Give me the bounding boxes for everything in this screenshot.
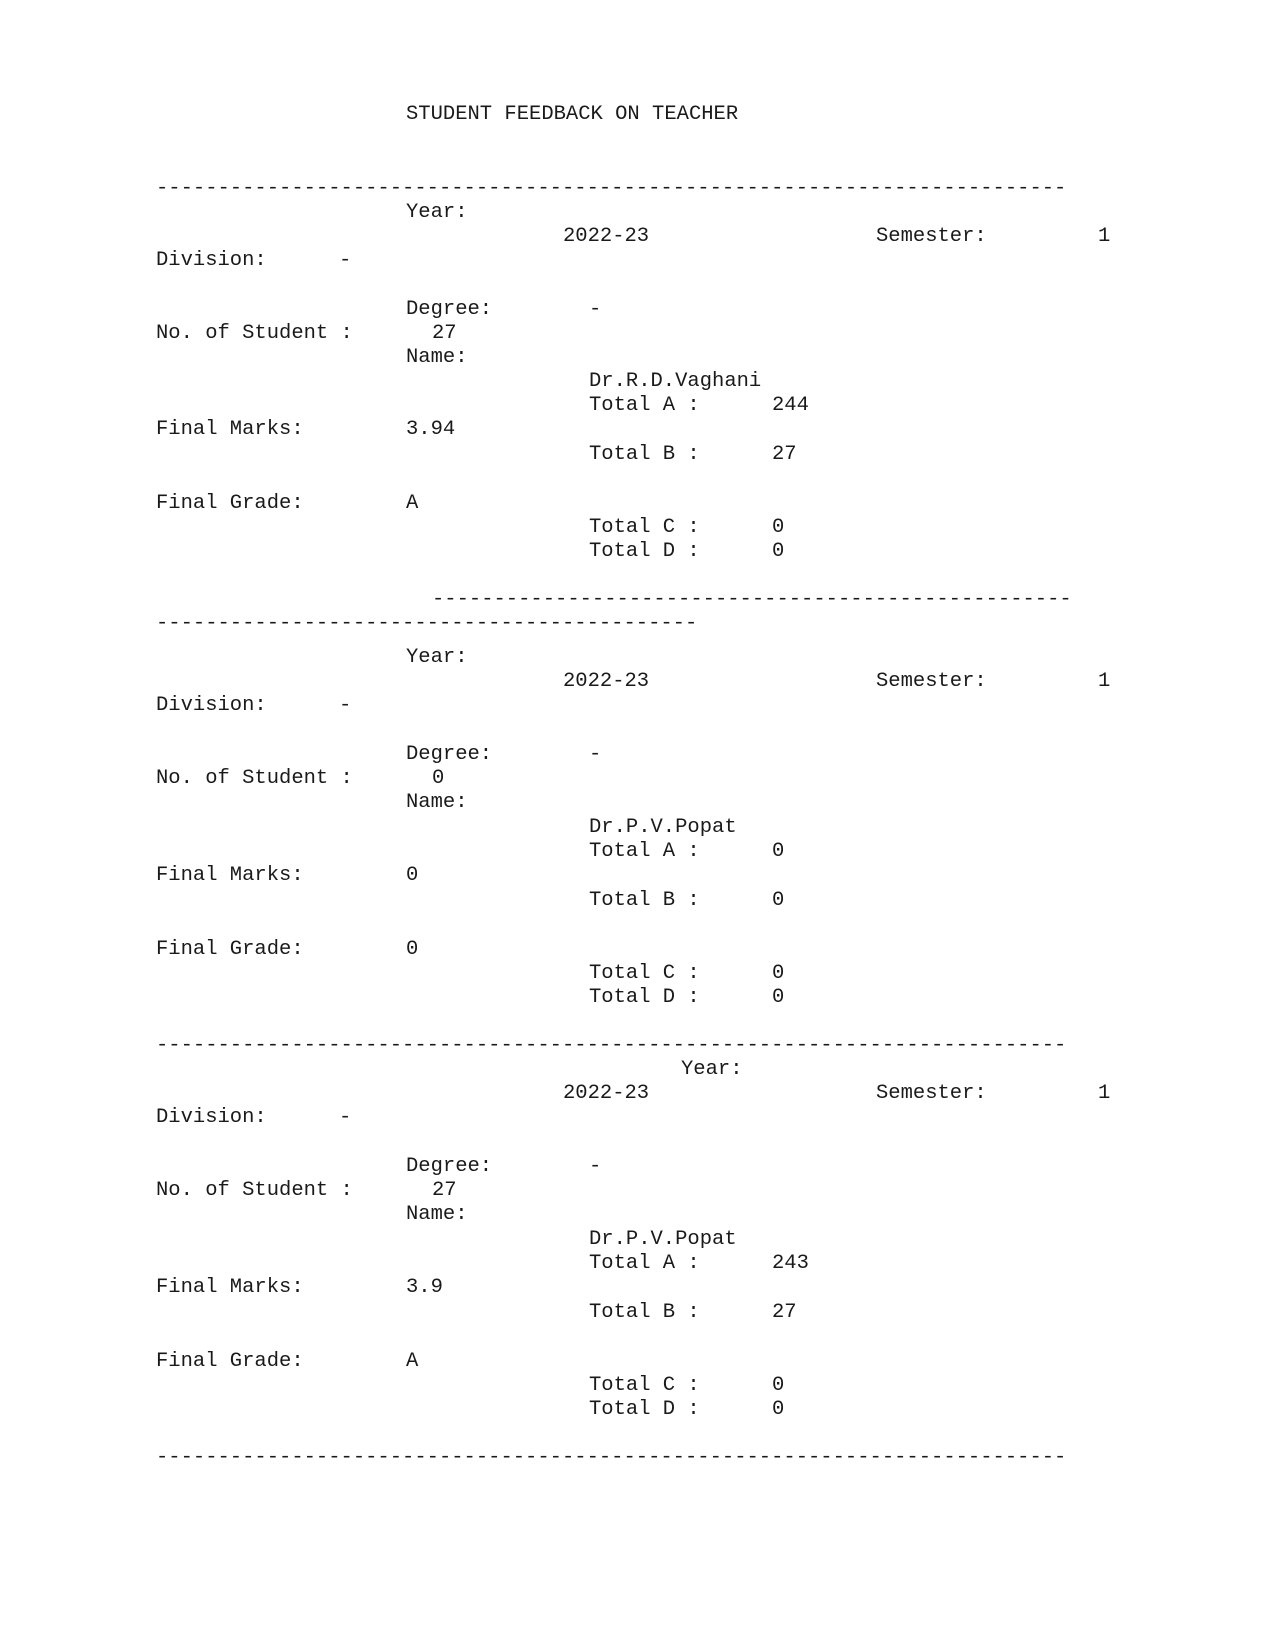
page-title: STUDENT FEEDBACK ON TEACHER <box>406 103 739 126</box>
final-marks-value: 3.94 <box>406 418 456 441</box>
degree-value: - <box>589 298 602 321</box>
separator-line: -------------------------------------------------------------------------- <box>156 177 1067 200</box>
student-count-label: No. of Student : <box>156 1179 353 1202</box>
separator-line: -------------------------------------------------------------------------- <box>156 1034 1067 1057</box>
separator-line: ---------------------------------------------------- <box>432 588 1072 611</box>
final-marks-label: Final Marks: <box>156 418 304 441</box>
final-marks-label: Final Marks: <box>156 864 304 887</box>
total-a-value: 244 <box>772 394 809 417</box>
student-count-label: No. of Student : <box>156 322 353 345</box>
final-grade-label: Final Grade: <box>156 938 304 961</box>
semester-label: Semester: <box>876 1082 987 1105</box>
total-b-label: Total B : <box>589 443 700 466</box>
total-b-label: Total B : <box>589 889 700 912</box>
division-label: Division: <box>156 694 267 717</box>
total-c-value: 0 <box>772 962 785 985</box>
total-a-label: Total A : <box>589 394 700 417</box>
name-label: Name: <box>406 1203 468 1226</box>
semester-value: 1 <box>1098 1082 1111 1105</box>
name-label: Name: <box>406 791 468 814</box>
year-label: Year: <box>681 1058 743 1081</box>
degree-label: Degree: <box>406 743 493 766</box>
semester-label: Semester: <box>876 670 987 693</box>
degree-label: Degree: <box>406 298 493 321</box>
total-d-label: Total D : <box>589 986 700 1009</box>
division-label: Division: <box>156 249 267 272</box>
teacher-name: Dr.P.V.Popat <box>589 816 737 839</box>
total-c-value: 0 <box>772 516 785 539</box>
total-b-value: 27 <box>772 1301 797 1324</box>
division-value: - <box>339 694 352 717</box>
degree-label: Degree: <box>406 1155 493 1178</box>
year-label: Year: <box>406 201 468 224</box>
semester-value: 1 <box>1098 225 1111 248</box>
division-value: - <box>339 249 352 272</box>
division-label: Division: <box>156 1106 267 1129</box>
total-d-value: 0 <box>772 540 785 563</box>
teacher-name: Dr.R.D.Vaghani <box>589 370 762 393</box>
total-b-label: Total B : <box>589 1301 700 1324</box>
total-d-label: Total D : <box>589 540 700 563</box>
final-grade-value: A <box>406 1350 419 1373</box>
total-d-value: 0 <box>772 1398 785 1421</box>
final-marks-label: Final Marks: <box>156 1276 304 1299</box>
student-count-label: No. of Student : <box>156 767 353 790</box>
separator-line: -------------------------------------------------------------------------- <box>156 1446 1067 1469</box>
name-label: Name: <box>406 346 468 369</box>
separator-line: -------------------------------------------- <box>156 612 698 635</box>
final-marks-value: 0 <box>406 864 419 887</box>
student-count-value: 0 <box>432 767 445 790</box>
year-label: Year: <box>406 646 468 669</box>
total-a-value: 243 <box>772 1252 809 1275</box>
year-value: 2022-23 <box>563 670 650 693</box>
degree-value: - <box>589 1155 602 1178</box>
total-c-value: 0 <box>772 1374 785 1397</box>
division-value: - <box>339 1106 352 1129</box>
year-value: 2022-23 <box>563 1082 650 1105</box>
final-grade-value: A <box>406 492 419 515</box>
total-b-value: 0 <box>772 889 785 912</box>
student-count-value: 27 <box>432 1179 457 1202</box>
total-b-value: 27 <box>772 443 797 466</box>
total-c-label: Total C : <box>589 1374 700 1397</box>
total-c-label: Total C : <box>589 962 700 985</box>
year-value: 2022-23 <box>563 225 650 248</box>
total-a-label: Total A : <box>589 1252 700 1275</box>
final-grade-label: Final Grade: <box>156 492 304 515</box>
total-c-label: Total C : <box>589 516 700 539</box>
teacher-name: Dr.P.V.Popat <box>589 1228 737 1251</box>
final-grade-label: Final Grade: <box>156 1350 304 1373</box>
total-d-label: Total D : <box>589 1398 700 1421</box>
final-grade-value: 0 <box>406 938 419 961</box>
student-count-value: 27 <box>432 322 457 345</box>
total-d-value: 0 <box>772 986 785 1009</box>
total-a-label: Total A : <box>589 840 700 863</box>
total-a-value: 0 <box>772 840 785 863</box>
final-marks-value: 3.9 <box>406 1276 443 1299</box>
semester-label: Semester: <box>876 225 987 248</box>
semester-value: 1 <box>1098 670 1111 693</box>
degree-value: - <box>589 743 602 766</box>
